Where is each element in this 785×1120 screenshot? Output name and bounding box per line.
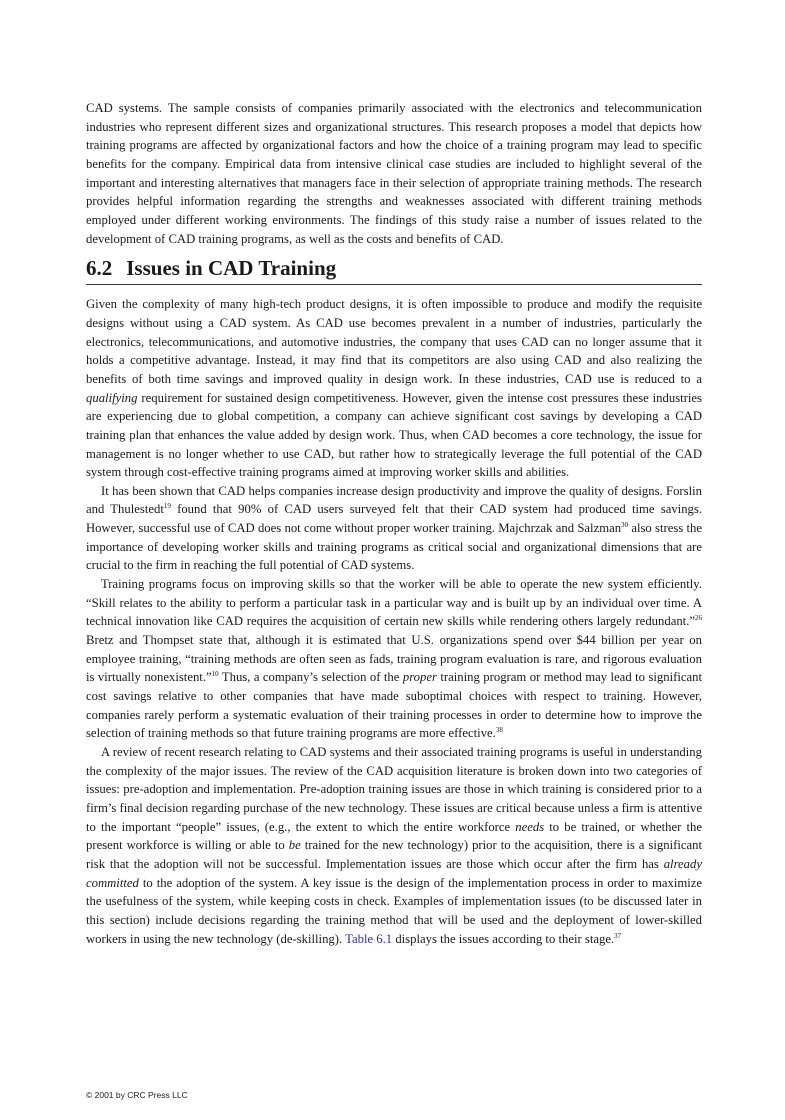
emphasis-text: be: [288, 838, 301, 853]
paragraph-cad-competitiveness: [86, 295, 702, 482]
text-run: also stress the importance of developing worker skills and training programs as critical social and organizational dimensions that are crucial to the firm in reaching the full potential of CAD systems.: [86, 521, 702, 573]
text-run: Bretz and Thompset state that, although it is estimated that U.S. organizations spend over $44 billion per year on employee training, “training methods are often seen as fads, training program evaluation is rare, and rigorous evaluation is virtually nonexistent.”: [86, 633, 702, 685]
copyright-footer: © 2001 by CRC Press LLC: [86, 1090, 188, 1100]
section-heading: [86, 255, 702, 285]
paragraph-cad-productivity: [86, 482, 702, 575]
citation-ref: 26: [695, 614, 702, 623]
text-run: A review of recent research relating to CAD systems and their associated training programs is useful in understanding the complexity of the major issues. The review of the CAD acquisition literature is broken down into two categories of issues: pre-adoption and implementation. Pre-adoption training issues are those in which training is considered prior to a firm’s final decision regarding purchase of the new technology. These issues are critical because unless a firm is attentive to the important “people” issues, (e.g., the extent to which the entire workforce: [86, 745, 702, 834]
citation-ref: 38: [495, 726, 503, 735]
citation-ref: 30: [621, 521, 629, 530]
text-run: found that 90% of CAD users surveyed felt that their CAD system had produced time savings. However, successful use of CAD does not come without proper worker training. Majchrzak and Salzman: [86, 502, 702, 536]
citation-ref: 37: [614, 931, 622, 940]
paragraph-research-review: [86, 743, 702, 948]
section-title: Issues in CAD Training: [126, 256, 337, 281]
emphasis-text: qualifying: [86, 390, 138, 405]
text-run: to be trained, or whether the present workforce is willing or able to: [86, 819, 702, 853]
table-6-1-link[interactable]: Table 6.1: [345, 931, 393, 946]
intro-paragraph: CAD systems. The sample consists of companies primarily associated with the electronics and telecommunication industries who represent different sizes and organizational structures. This research proposes a model that depicts how training programs are affected by organizational factors and how the choice of a training program may lead to specific benefits for the company. Empirical data from intensive clinical case studies are included to highlight several of the important and interesting alternatives that managers face in their selection of appropriate training methods. The research provides helpful information regarding the strengths and weaknesses associated with different training methods employed under different working environments. The findings of this study raise a number of issues related to the development of CAD training programs, as well as the costs and benefits of CAD.: [86, 101, 702, 246]
section-number: 6.2: [86, 256, 113, 281]
text-run: to the adoption of the system. A key issue is the design of the implementation process in order to maximize the usefulness of the system, while keeping costs in check. Examples of implementation issues (to be discussed later in this section) include decisions regarding the training method that will be used and the deployment of lower-skilled workers in using the new technology (de-skilling).: [86, 875, 702, 946]
text-run: displays the issues according to their stage.: [392, 931, 615, 946]
emphasis-text: needs: [515, 819, 545, 834]
text-run: It has been shown that CAD helps companies increase design productivity and improve the quality of designs. Forslin and Thulestedt: [86, 483, 702, 517]
citation-ref: 19: [163, 502, 171, 511]
paragraph-training-programs: [86, 575, 702, 743]
citation-ref: 10: [211, 670, 219, 679]
text-run: Thus, a company’s selection of the: [218, 670, 403, 685]
text-run: trained for the new technology) prior to the acquisition, there is a significant risk that the adoption will not be successful. Implementation issues are those which occur after the firm has: [86, 838, 702, 871]
text-run: requirement for sustained design competitiveness. However, given the intense cost pressures these industries are experiencing due to global competition, a company can achieve significant cost savings by developing a CAD training plan that enhances the value added by design work. Thus, when CAD becomes a core technology, the issue for management is no longer whether to use CAD, but rather how to strategically leverage the full potential of the CAD system through cost-effective training programs aimed at improving worker skills and abilities.: [86, 390, 702, 480]
text-run: training program or method may lead to significant cost savings relative to other companies that have made suboptimal choices with respect to training. However, companies rarely perform a systematic evaluation of their training processes in order to determine how to improve the selection of training methods so that future training programs are more effective.: [86, 670, 702, 741]
text-run: Given the complexity of many high-tech product designs, it is often impossible to produce and modify the requisite designs without using a CAD system. As CAD use becomes prevalent in a number of industries, particularly the electronics, telecommunications, and automotive industries, the company that uses CAD can no longer assume that it holds a competitive advantage. Instead, it may find that its competitors are also using CAD and also realizing the benefits of both time savings and improved quality in design work. In these industries, CAD use is reduced to a: [86, 297, 702, 386]
text-run: Training programs focus on improving skills so that the worker will be able to operate the new system efficiently. “Skill relates to the ability to perform a particular task in a particular way and is built up by an individual over time. A technical innovation like CAD requires the acquisition of certain new skills while rendering others largely redundant.”: [86, 577, 702, 629]
emphasis-text: proper: [402, 670, 437, 685]
emphasis-text: already committed: [86, 856, 702, 890]
page-body: [86, 99, 702, 948]
